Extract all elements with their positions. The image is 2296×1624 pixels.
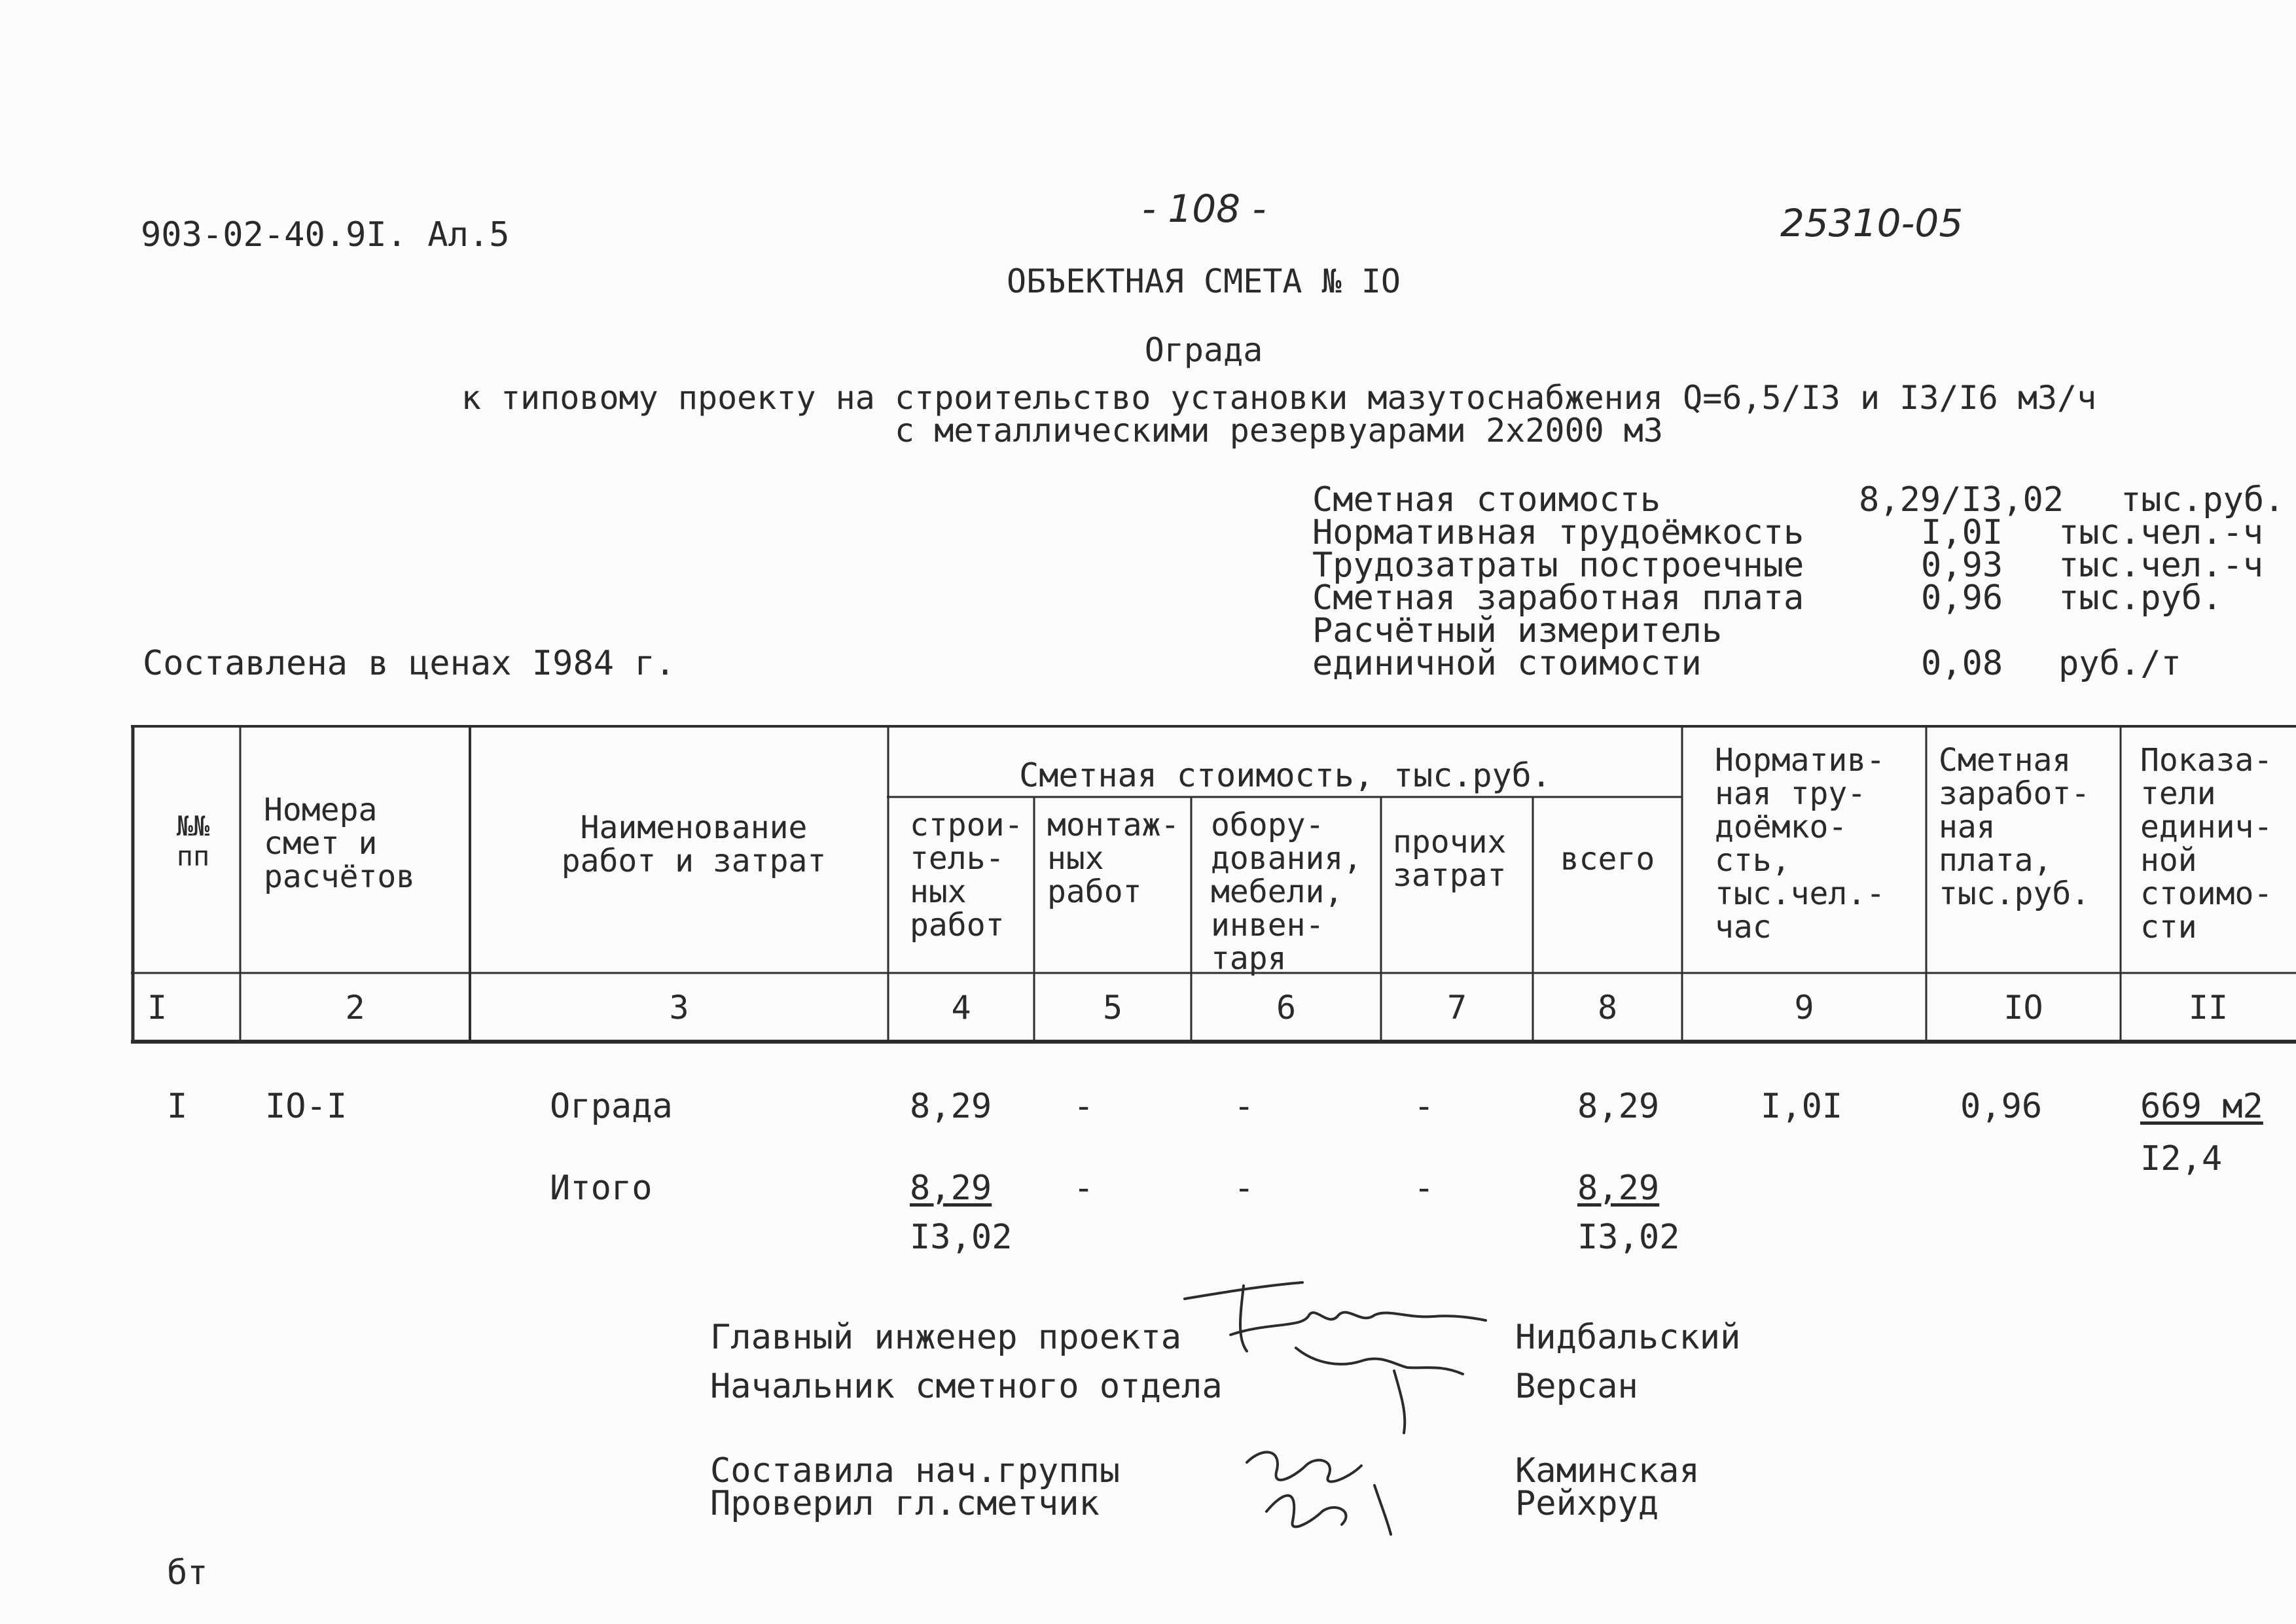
col-number: 6 [1276, 989, 1297, 1027]
cell-construction-secondary: I3,02 [910, 1218, 1013, 1257]
col-header-labor: Норматив- ная тру- доёмко- сть, тыс.чел.- час [1715, 742, 1886, 945]
summary-label: Сметная стоимость [1312, 480, 1661, 520]
summary-label: Нормативная трудоёмкость [1312, 513, 1804, 552]
col-group-header-cost: Сметная стоимость, тыс.руб. [1019, 756, 1551, 794]
col-header-total: всего [1560, 841, 1655, 877]
col-header-other: прочих затрат [1393, 824, 1507, 894]
col-number: 4 [951, 989, 971, 1027]
col-number: I [147, 989, 168, 1027]
cell-name: Итого [550, 1169, 653, 1208]
cell-unit-cost: 669 м2 [2140, 1087, 2263, 1126]
summary-label: единичной стоимости [1312, 644, 1702, 683]
cell-wages: 0,96 [1960, 1087, 2043, 1126]
col-number: 7 [1446, 989, 1467, 1027]
cell-total-secondary: I3,02 [1577, 1218, 1680, 1257]
signature-name: Каминская [1515, 1451, 1700, 1491]
cell-other: - [1414, 1087, 1435, 1126]
cell-equipment: - [1234, 1087, 1255, 1126]
summary-label: Трудозатраты построечные [1312, 546, 1804, 585]
summary-value: 8,29/I3,02 [1859, 480, 2064, 520]
col-number: 3 [669, 989, 689, 1027]
cell-total: 8,29 [1577, 1087, 1660, 1126]
subtitle-line-1: к типовому проекту на строительство установки мазутоснабжения Q=6,5/I3 и I3/I6 м3/ч [461, 379, 2097, 417]
cell-total: 8,29 [1577, 1169, 1660, 1208]
col-header-no: №№ пп [176, 810, 210, 872]
col-number: II [2188, 989, 2229, 1027]
summary-unit: тыс.руб. [2058, 578, 2223, 618]
summary-value: I,0I [1921, 513, 2003, 552]
summary-value: 0,93 [1921, 546, 2003, 585]
cell-other: - [1414, 1169, 1435, 1208]
col-header-unit-cost: Показа- тели единич- ной стоимо- сти [2140, 742, 2273, 945]
inventory-number: 25310-05 [1780, 201, 1964, 245]
subtitle-line-2: с металлическими резервуарами 2х2000 м3 [895, 412, 1663, 450]
cell-ref: IO-I [265, 1087, 348, 1126]
signature-role: Составила нач.группы [710, 1451, 1121, 1491]
summary-unit: тыс.чел.-ч [2058, 546, 2264, 585]
signature-name: Нидбальский [1515, 1318, 1741, 1357]
col-number: 2 [345, 989, 365, 1027]
prices-note: Составлена в ценах I984 г. [143, 644, 675, 683]
summary-label: Расчётный измеритель [1312, 611, 1723, 650]
summary-value: 0,96 [1921, 578, 2003, 618]
cell-installation: - [1073, 1169, 1094, 1208]
col-header-wages: Сметная заработ- ная плата, тыс.руб. [1939, 742, 2090, 912]
col-header-installation: монтаж- ных работ [1047, 807, 1180, 910]
cell-construction: 8,29 [910, 1087, 992, 1126]
object-name: Ограда [1144, 331, 1263, 369]
summary-unit: руб./т [2058, 644, 2181, 683]
col-header-equipment: обору- дования, мебели, инвен- таря [1211, 807, 1363, 977]
signature-name: Рейхруд [1515, 1484, 1659, 1523]
cell-construction: 8,29 [910, 1169, 992, 1208]
cell-unit-cost-secondary: I2,4 [2140, 1139, 2223, 1178]
cell-no: I [167, 1087, 188, 1126]
summary-label: Сметная заработная плата [1312, 578, 1804, 618]
summary-value: 0,08 [1921, 644, 2003, 683]
col-header-construction: строи- тель- ных работ [910, 807, 1024, 944]
col-header-name: Наименование работ и затрат [561, 809, 827, 879]
cell-name: Ограда [550, 1087, 673, 1126]
summary-unit: тыс.руб. [2121, 480, 2285, 520]
page-number: - 108 - [1142, 186, 1266, 231]
cell-equipment: - [1234, 1169, 1255, 1208]
signature-role: Главный инженер проекта [710, 1318, 1182, 1357]
footer-mark: бт [167, 1553, 208, 1593]
col-number: IO [2003, 989, 2043, 1027]
summary-unit: тыс.чел.-ч [2058, 513, 2264, 552]
col-number: 5 [1102, 989, 1123, 1027]
col-number: 8 [1597, 989, 1618, 1027]
cell-labor: I,0I [1761, 1087, 1843, 1126]
signature-role: Проверил гл.сметчик [710, 1484, 1100, 1523]
cell-installation: - [1073, 1087, 1094, 1126]
col-number: 9 [1794, 989, 1814, 1027]
signature-role: Начальник сметного отдела [710, 1367, 1223, 1406]
signature-name: Версан [1515, 1367, 1638, 1406]
col-header-refs: Номера смет и расчётов [264, 792, 416, 895]
document-title: ОБЪЕКТНАЯ СМЕТА № IO [1006, 262, 1401, 300]
doc-code: 903-02-40.9I. Ал.5 [141, 215, 510, 255]
